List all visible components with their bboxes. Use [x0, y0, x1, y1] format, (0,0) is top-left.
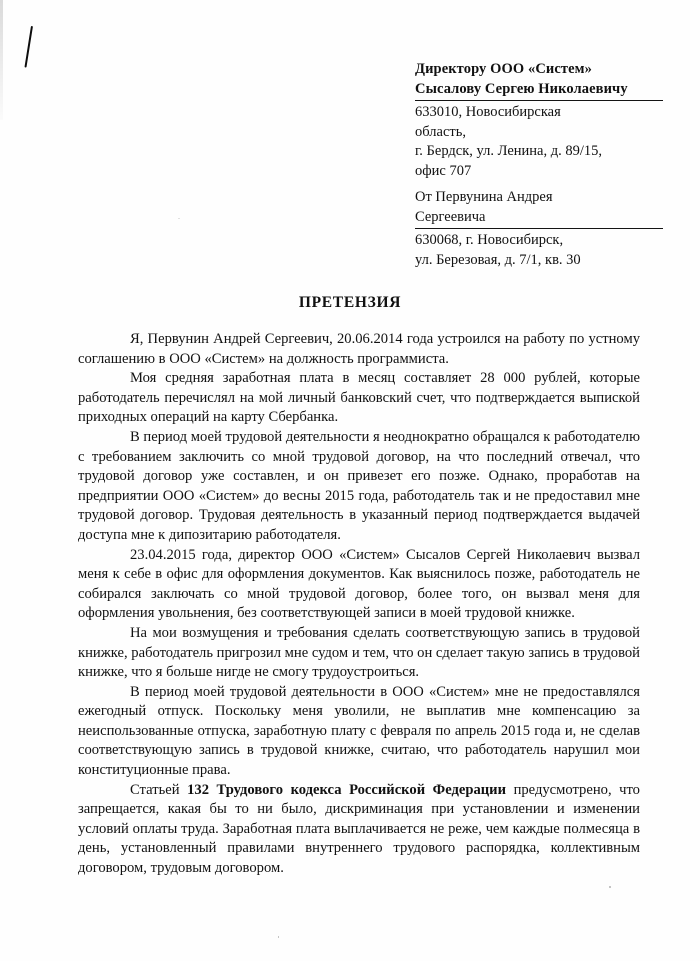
paragraph-7-suffix: предусмотрено, что запрещается, какая бы то ни было, дискриминация при установлении и изменении условий оплаты труда. Заработная плата выплачивается не реже, чем каждые полмесяца в день, установленный правилами внутреннего трудового распорядка, коллективным договором, трудовым договором. [78, 781, 640, 877]
paragraph-5: На мои возмущения и требования сделать соответствующую запись в трудовой книжке, работодатель пригрозил мне судом и тем, что он сделает такую запись в трудовой книжке, что я больше нигде не смогу трудоустроиться. [78, 624, 640, 681]
paragraph-4: 23.04.2015 года, директор ООО «Систем» Сысалов Сергей Николаевич вызвал меня к себе в офис для оформления документов. Как выяснилось позже, работодатель не собирался заключать со мной трудовой договор, более того, он вызвал меня для оформления увольнения, без соответствующей записи в моей трудовой книжке. [78, 546, 640, 622]
scan-speck [609, 886, 611, 888]
scan-edge-artifact [0, 0, 3, 120]
paragraph-7 [78, 781, 640, 879]
addressee-address-line-1: 633010, Новосибирская [415, 104, 561, 120]
paragraph-7-law-reference: 132 Трудового кодекса Российской Федерации [187, 781, 506, 798]
paragraph-3: В период моей трудовой деятельности я неоднократно обращался к работодателю с требованием заключить со мной трудовой договор, на что последний отвечал, что трудовой договор уже составлен, и он привезет его позже. Однако, проработав на предприятии ООО «Систем» до весны 2015 года, работодатель так и не предоставил мне трудовой договор. Трудовая деятельность в указанный период подтверждается выдачей доступа мне к дипозитарию работодателя. [78, 428, 640, 543]
addressee-address-line-2: область, [415, 123, 466, 140]
addressee-block [415, 60, 663, 181]
sender-block [415, 188, 663, 270]
sender-address-line-1: 630068, г. Новосибирск, [415, 232, 564, 248]
paragraph-1: Я, Первунин Андрей Сергеевич, 20.06.2014 года устроился на работу по устному соглашению в ООО «Систем» на должность программиста. [78, 331, 640, 367]
paragraph-7-prefix: Статьей [130, 781, 188, 798]
addressee-name-line-1: Директору ООО «Систем» [415, 61, 592, 77]
addressee-address-line-3: г. Бердск, ул. Ленина, д. 89/15, [415, 143, 603, 159]
sender-address-line-2: ул. Березовая, д. 7/1, кв. 30 [415, 251, 581, 268]
letter-body [78, 330, 640, 879]
sender-divider [415, 228, 663, 229]
scan-speck [278, 936, 279, 938]
addressee-divider [415, 100, 663, 101]
scan-speck [178, 218, 180, 219]
sender-name-line-2: Сергеевича [415, 208, 486, 225]
handwritten-slash-mark [24, 26, 33, 68]
document-title: ПРЕТЕНЗИЯ [298, 294, 402, 311]
paragraph-2: Моя средняя заработная плата в месяц составляет 28 000 рублей, которые работодатель перечислял на мой личный банковский счет, что подтверждается выпиской приходных операций на карту Сбербанка. [78, 370, 640, 426]
sender-name-line-1: От Первунина Андрея [415, 189, 553, 205]
addressee-address-line-4: офис 707 [415, 162, 472, 179]
addressee-name-line-2: Сысалову Сергею Николаевичу [415, 80, 628, 97]
paragraph-6: В период моей трудовой деятельности в ООО «Систем» мне не предоставлялся ежегодный отпуск. Поскольку меня уволили, не выплатив мне компенсацию за неиспользованные отпуска, заработную плату с февраля по апрель 2015 года и, не сделав соответствующую запись в трудовой книжке, считаю, что работодатель нарушил мои конституционные права. [78, 683, 640, 779]
